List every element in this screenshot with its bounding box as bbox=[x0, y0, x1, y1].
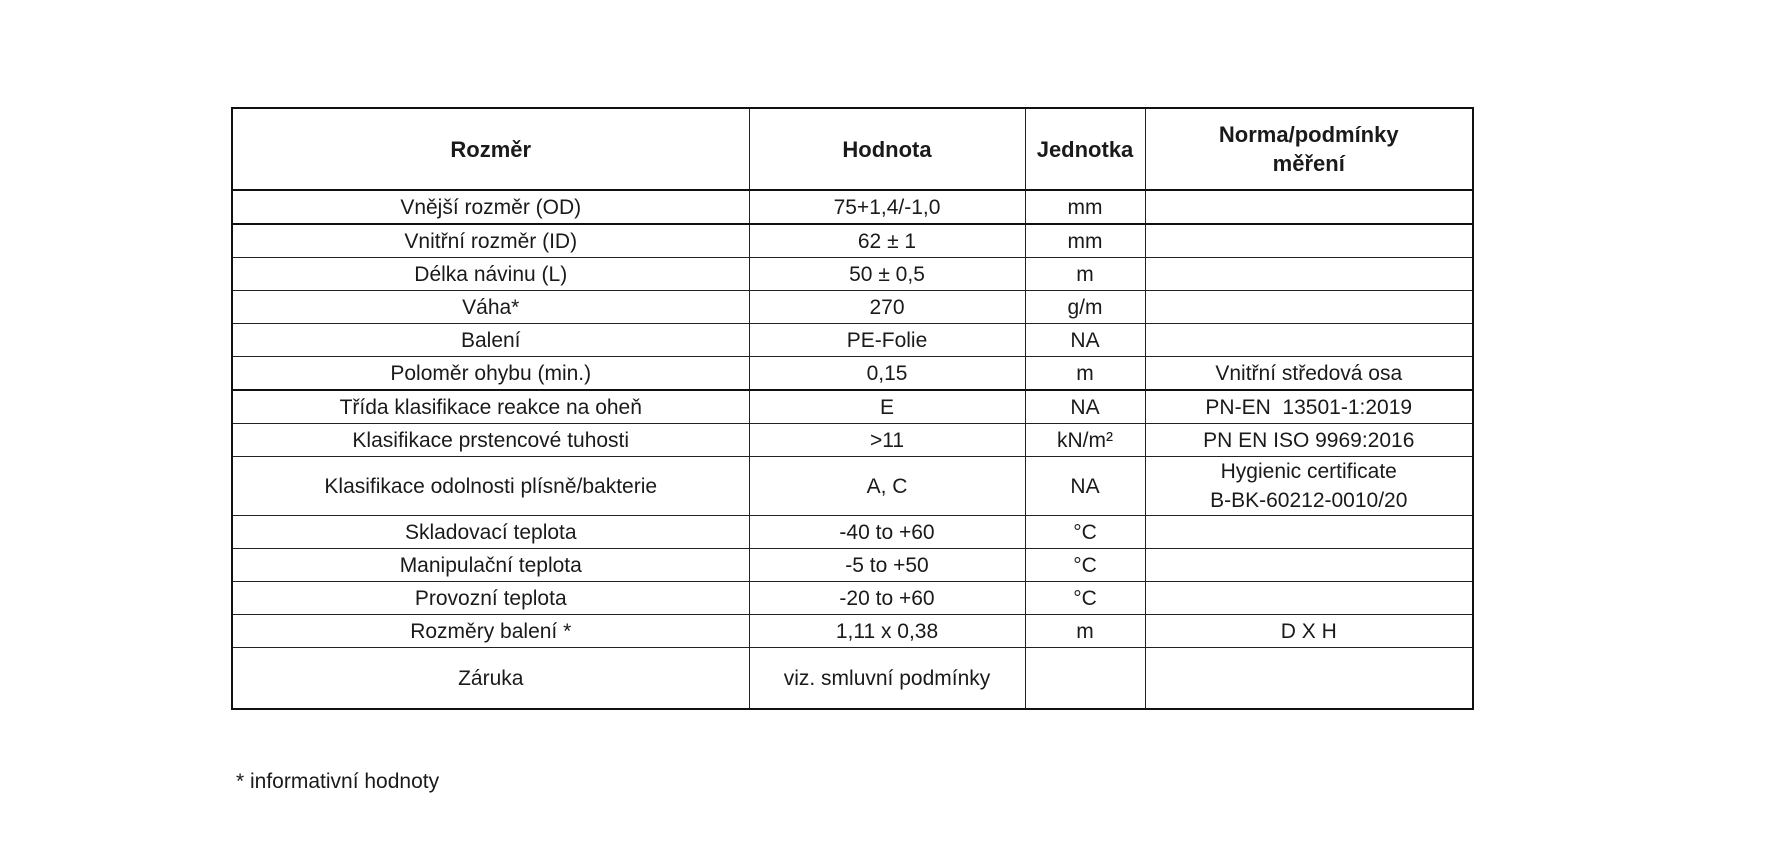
cell-dimension: Balení bbox=[232, 324, 749, 357]
cell-dimension: Vnitřní rozměr (ID) bbox=[232, 224, 749, 258]
cell-value: 75+1,4/-1,0 bbox=[749, 190, 1025, 224]
cell-norm bbox=[1145, 549, 1473, 582]
cell-value: -40 to +60 bbox=[749, 516, 1025, 549]
table-row bbox=[232, 549, 1473, 582]
cell-value: A, C bbox=[749, 457, 1025, 516]
table-row bbox=[232, 615, 1473, 648]
cell-value: >11 bbox=[749, 424, 1025, 457]
cell-norm bbox=[1145, 582, 1473, 615]
cell-dimension: Poloměr ohybu (min.) bbox=[232, 357, 749, 391]
cell-norm bbox=[1145, 457, 1473, 516]
cell-norm bbox=[1145, 648, 1473, 710]
table-header-row bbox=[232, 108, 1473, 190]
table-row bbox=[232, 190, 1473, 224]
cell-dimension: Záruka bbox=[232, 648, 749, 710]
table-row bbox=[232, 324, 1473, 357]
cell-value: -5 to +50 bbox=[749, 549, 1025, 582]
cell-norm: Vnitřní středová osa bbox=[1145, 357, 1473, 391]
cell-unit: NA bbox=[1025, 457, 1145, 516]
cell-unit: m bbox=[1025, 357, 1145, 391]
cell-norm bbox=[1145, 190, 1473, 224]
cell-value: -20 to +60 bbox=[749, 582, 1025, 615]
cell-dimension: Provozní teplota bbox=[232, 582, 749, 615]
cell-unit: g/m bbox=[1025, 291, 1145, 324]
cell-norm: D X H bbox=[1145, 615, 1473, 648]
cell-dimension: Vnější rozměr (OD) bbox=[232, 190, 749, 224]
cell-value: 270 bbox=[749, 291, 1025, 324]
cell-dimension: Rozměry balení * bbox=[232, 615, 749, 648]
table-row bbox=[232, 424, 1473, 457]
cell-unit: NA bbox=[1025, 324, 1145, 357]
cell-unit: NA bbox=[1025, 390, 1145, 424]
cell-norm: PN-EN 13501-1:2019 bbox=[1145, 390, 1473, 424]
specification-table bbox=[231, 107, 1474, 710]
cell-norm-line-2: B-BK-60212-0010/20 bbox=[1210, 489, 1408, 512]
cell-unit: °C bbox=[1025, 516, 1145, 549]
footnote: * informativní hodnoty bbox=[236, 770, 440, 793]
cell-unit: °C bbox=[1025, 582, 1145, 615]
table-row bbox=[232, 582, 1473, 615]
cell-norm-line-1: Hygienic certificate bbox=[1220, 460, 1397, 483]
header-norm: Norma/podmínky měření bbox=[1145, 108, 1473, 190]
cell-unit: m bbox=[1025, 615, 1145, 648]
table-row bbox=[232, 516, 1473, 549]
table-row bbox=[232, 390, 1473, 424]
header-unit: Jednotka bbox=[1025, 108, 1145, 190]
cell-norm bbox=[1145, 324, 1473, 357]
table-row bbox=[232, 357, 1473, 391]
cell-unit: m bbox=[1025, 258, 1145, 291]
cell-value: PE-Folie bbox=[749, 324, 1025, 357]
header-dimension: Rozměr bbox=[232, 108, 749, 190]
cell-dimension: Třída klasifikace reakce na oheň bbox=[232, 390, 749, 424]
cell-dimension: Váha* bbox=[232, 291, 749, 324]
cell-norm bbox=[1145, 224, 1473, 258]
cell-value: 0,15 bbox=[749, 357, 1025, 391]
table-row bbox=[232, 258, 1473, 291]
cell-unit bbox=[1025, 648, 1145, 710]
cell-value: 62 ± 1 bbox=[749, 224, 1025, 258]
cell-norm bbox=[1145, 516, 1473, 549]
cell-norm: PN EN ISO 9969:2016 bbox=[1145, 424, 1473, 457]
table-row bbox=[232, 457, 1473, 516]
cell-dimension: Klasifikace prstencové tuhosti bbox=[232, 424, 749, 457]
table-row bbox=[232, 291, 1473, 324]
cell-unit: °C bbox=[1025, 549, 1145, 582]
cell-dimension: Klasifikace odolnosti plísně/bakterie bbox=[232, 457, 749, 516]
cell-value: 50 ± 0,5 bbox=[749, 258, 1025, 291]
cell-dimension: Skladovací teplota bbox=[232, 516, 749, 549]
cell-norm bbox=[1145, 291, 1473, 324]
table-row bbox=[232, 648, 1473, 710]
cell-norm bbox=[1145, 258, 1473, 291]
cell-value: 1,11 x 0,38 bbox=[749, 615, 1025, 648]
cell-dimension: Manipulační teplota bbox=[232, 549, 749, 582]
table-row bbox=[232, 224, 1473, 258]
header-value: Hodnota bbox=[749, 108, 1025, 190]
cell-value: viz. smluvní podmínky bbox=[749, 648, 1025, 710]
cell-unit: kN/m² bbox=[1025, 424, 1145, 457]
cell-unit: mm bbox=[1025, 224, 1145, 258]
cell-unit: mm bbox=[1025, 190, 1145, 224]
cell-value: E bbox=[749, 390, 1025, 424]
cell-dimension: Délka návinu (L) bbox=[232, 258, 749, 291]
